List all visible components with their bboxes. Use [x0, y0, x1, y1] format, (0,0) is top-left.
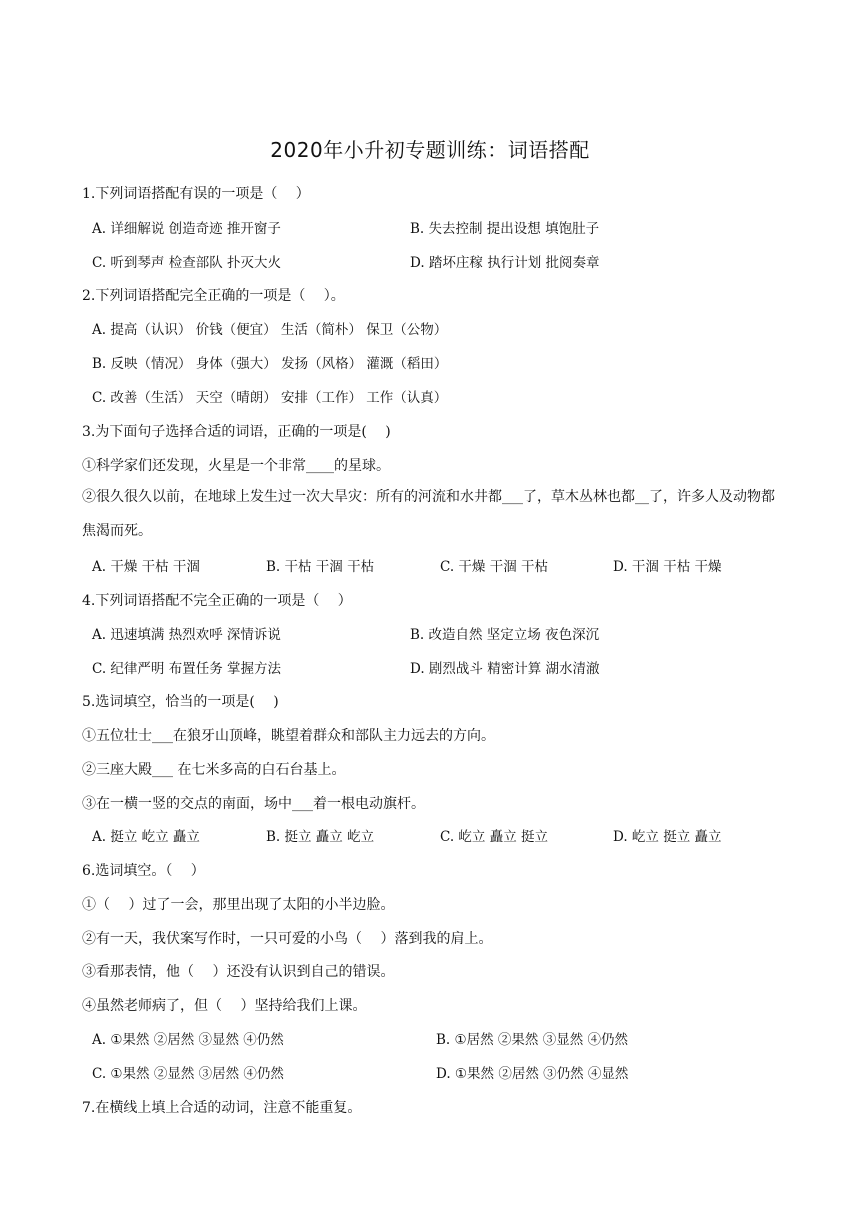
question-5-option-c: C. 屹立 矗立 挺立: [440, 829, 549, 845]
question-1-stem: 1.下列词语搭配有误的一项是（ ）: [82, 186, 310, 202]
question-1-option-d: D. 踏坏庄稼 执行计划 批阅奏章: [410, 255, 600, 271]
question-6-sentence-4: ④虽然老师病了，但（ ）坚持给我们上课。: [82, 998, 367, 1014]
question-6-stem: 6.选词填空。（ ）: [82, 863, 205, 879]
question-4-option-a: A. 迅速填满 热烈欢呼 深情诉说: [92, 627, 281, 643]
question-5-option-b: B. 挺立 矗立 屹立: [266, 829, 375, 845]
question-2-stem: 2.下列词语搭配完全正确的一项是（ ）。: [82, 288, 345, 304]
question-6-sentence-1: ①（ ）过了一会，那里出现了太阳的小半边脸。: [82, 897, 395, 913]
question-2-option-c: C. 改善（生活） 天空（晴朗） 安排（工作） 工作（认真）: [92, 390, 448, 406]
question-6-sentence-2: ②有一天，我伏案写作时，一只可爱的小鸟（ ）落到我的肩上。: [82, 931, 493, 947]
question-7-stem: 7.在横线上填上合适的动词，注意不能重复。: [82, 1100, 362, 1116]
question-6-sentence-3: ③看那表情，他（ ）还没有认识到自己的错误。: [82, 964, 395, 980]
question-2-option-b: B. 反映（情况） 身体（强大） 发扬（风格） 灌溉（稻田）: [92, 356, 448, 372]
question-4-option-d: D. 剧烈战斗 精密计算 湖水清澈: [410, 661, 600, 677]
question-6-option-c: C. ①果然 ②显然 ③居然 ④仍然: [92, 1066, 284, 1082]
question-1-option-c: C. 听到琴声 检查部队 扑灭大火: [92, 255, 282, 271]
question-4-stem: 4.下列词语搭配不完全正确的一项是（ ）: [82, 593, 352, 609]
question-1-option-b: B. 失去控制 提出设想 填饱肚子: [410, 221, 600, 237]
question-3-sentence-1: ①科学家们还发现，火星是一个非常____的星球。: [82, 458, 390, 474]
question-5-sentence-1: ①五位壮士___在狼牙山顶峰，眺望着群众和部队主力远去的方向。: [82, 728, 495, 744]
question-6-option-a: A. ①果然 ②居然 ③显然 ④仍然: [92, 1032, 284, 1048]
question-3-sentence-2: ②很久很久以前，在地球上发生过一次大旱灾：所有的河流和水井都___了，草木丛林也都__了，许多人及动物都焦渴而死。: [82, 489, 775, 539]
question-6-option-b: B. ①居然 ②果然 ③显然 ④仍然: [436, 1032, 628, 1048]
question-4-option-b: B. 改造自然 坚定立场 夜色深沉: [410, 627, 600, 643]
question-5-sentence-2: ②三座大殿___ 在七米多高的白石台基上。: [82, 762, 346, 778]
question-4-option-c: C. 纪律严明 布置任务 掌握方法: [92, 661, 282, 677]
question-3-option-a: A. 干燥 干枯 干涸: [92, 559, 200, 575]
question-3-option-b: B. 干枯 干涸 干枯: [266, 559, 375, 575]
page-title: 2020年小升初专题训练：词语搭配: [270, 138, 590, 162]
question-2-option-a: A. 提高（认识） 价钱（便宜） 生活（简朴） 保卫（公物）: [92, 322, 448, 338]
question-3-stem: 3.为下面句子选择合适的词语，正确的一项是( ): [82, 424, 391, 440]
question-6-option-d: D. ①果然 ②居然 ③仍然 ④显然: [436, 1066, 629, 1082]
question-3-option-d: D. 干涸 干枯 干燥: [613, 559, 722, 575]
question-5-option-a: A. 挺立 屹立 矗立: [92, 829, 200, 845]
question-1-option-a: A. 详细解说 创造奇迹 推开窗子: [92, 221, 281, 237]
question-3-option-c: C. 干燥 干涸 干枯: [440, 559, 549, 575]
question-5-sentence-3: ③在一横一竖的交点的南面，场中___着一根电动旗杆。: [82, 796, 425, 812]
question-5-stem: 5.选词填空，恰当的一项是( ): [82, 694, 279, 710]
question-5-option-d: D. 屹立 挺立 矗立: [613, 829, 722, 845]
